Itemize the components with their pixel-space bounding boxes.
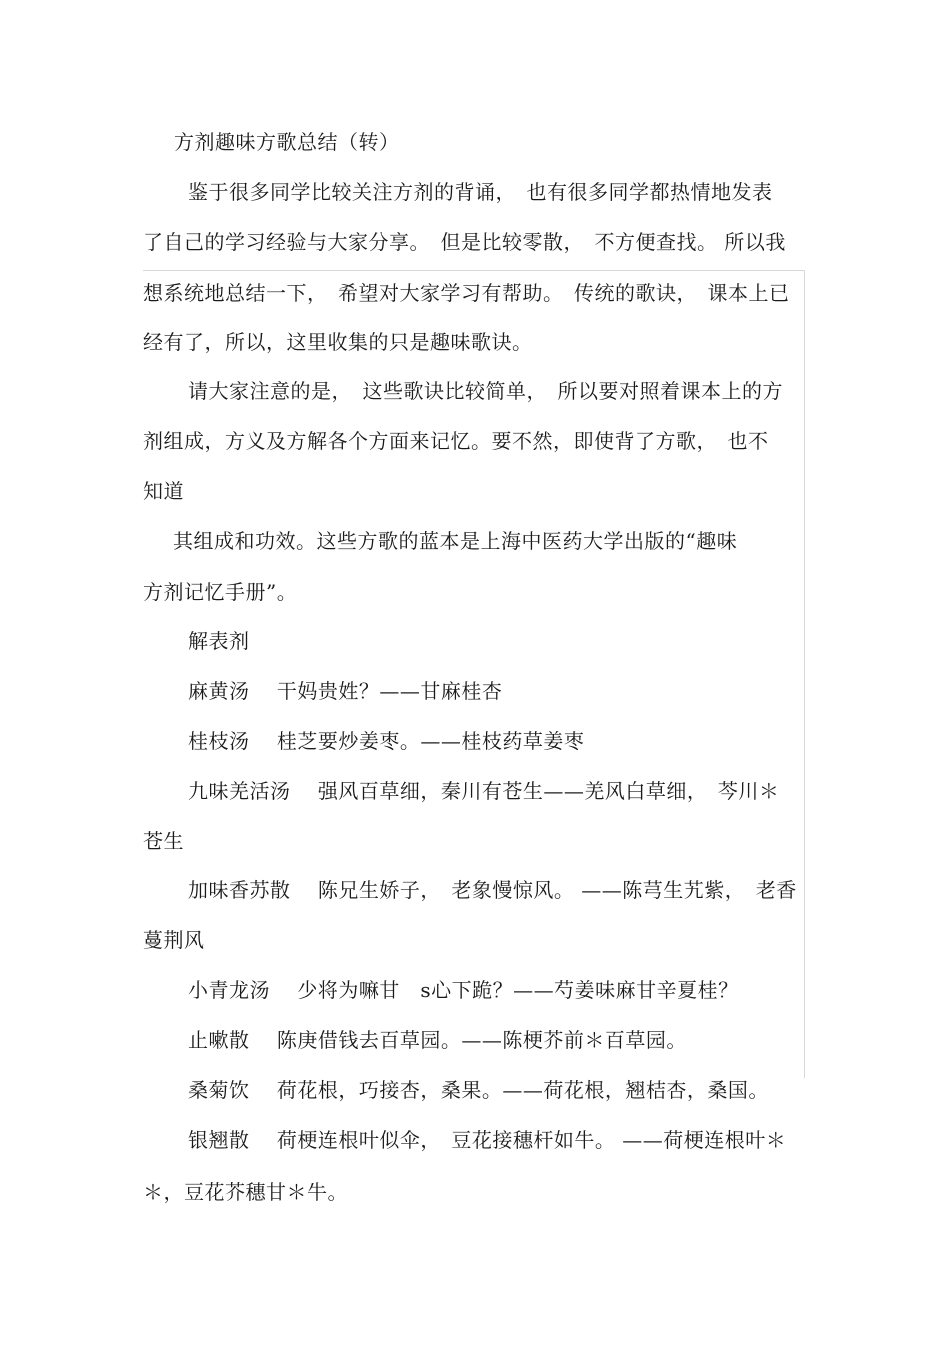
intro-line: 想系统地总结一下， 希望对大家学习有帮助。 传统的歌诀， 课本上已 (143, 281, 790, 305)
document-title: 方剂趣味方歌总结（转） (174, 130, 400, 154)
intro-line: 经有了，所以，这里收集的只是趣味歌诀。 (143, 330, 533, 354)
intro-line: 剂组成，方义及方解各个方面来记忆。要不然，即使背了方歌， 也不 (143, 429, 769, 453)
formula-entry: 桂枝汤 桂芝要炒姜枣。——桂枝药草姜枣 (188, 729, 585, 753)
page-frame-right-border (804, 270, 805, 1078)
intro-line: 方剂记忆手册”。 (143, 580, 298, 604)
formula-entry: 麻黄汤 干妈贵姓？——甘麻桂杏 (188, 679, 503, 703)
formula-entry-continuation: 苍生 (143, 829, 184, 853)
formula-entry: 止嗽散 陈庚借钱去百草园。——陈梗芥前＊百草园。 (188, 1028, 687, 1052)
section-heading: 解表剂 (188, 629, 250, 653)
intro-line: 知道 (143, 479, 184, 503)
formula-entry: 桑菊饮 荷花根，巧接杏，桑果。——荷花根，翘桔杏，桑国。 (188, 1078, 769, 1102)
formula-entry: 九味羌活汤 强风百草细，秦川有苍生——羌风白草细， 芩川＊ (188, 779, 780, 803)
formula-entry-continuation: 蔓荆风 (143, 928, 205, 952)
formula-entry-continuation: ＊，豆花芥穗甘＊牛。 (143, 1180, 348, 1204)
intro-line: 了自己的学习经验与大家分享。 但是比较零散， 不方便查找。 所以我 (143, 230, 786, 254)
formula-entry: 银翘散 荷梗连根叶似伞， 豆花接穗杆如牛。 ——荷梗连根叶＊ (188, 1128, 787, 1152)
intro-line: 其组成和功效。这些方歌的蓝本是上海中医药大学出版的“趣味 (173, 529, 738, 553)
formula-entry: 加味香苏散 陈兄生娇子， 老象慢惊风。 ——陈芎生艽紫， 老香 (188, 878, 797, 902)
formula-entry: 小青龙汤 少将为嘛甘 s心下跪？——芍姜味麻甘辛夏桂？ (188, 978, 739, 1002)
page-frame-top-border (143, 270, 805, 271)
intro-line: 请大家注意的是， 这些歌诀比较简单， 所以要对照着课本上的方 (188, 379, 783, 403)
intro-line: 鉴于很多同学比较关注方剂的背诵， 也有很多同学都热情地发表 (188, 180, 773, 204)
